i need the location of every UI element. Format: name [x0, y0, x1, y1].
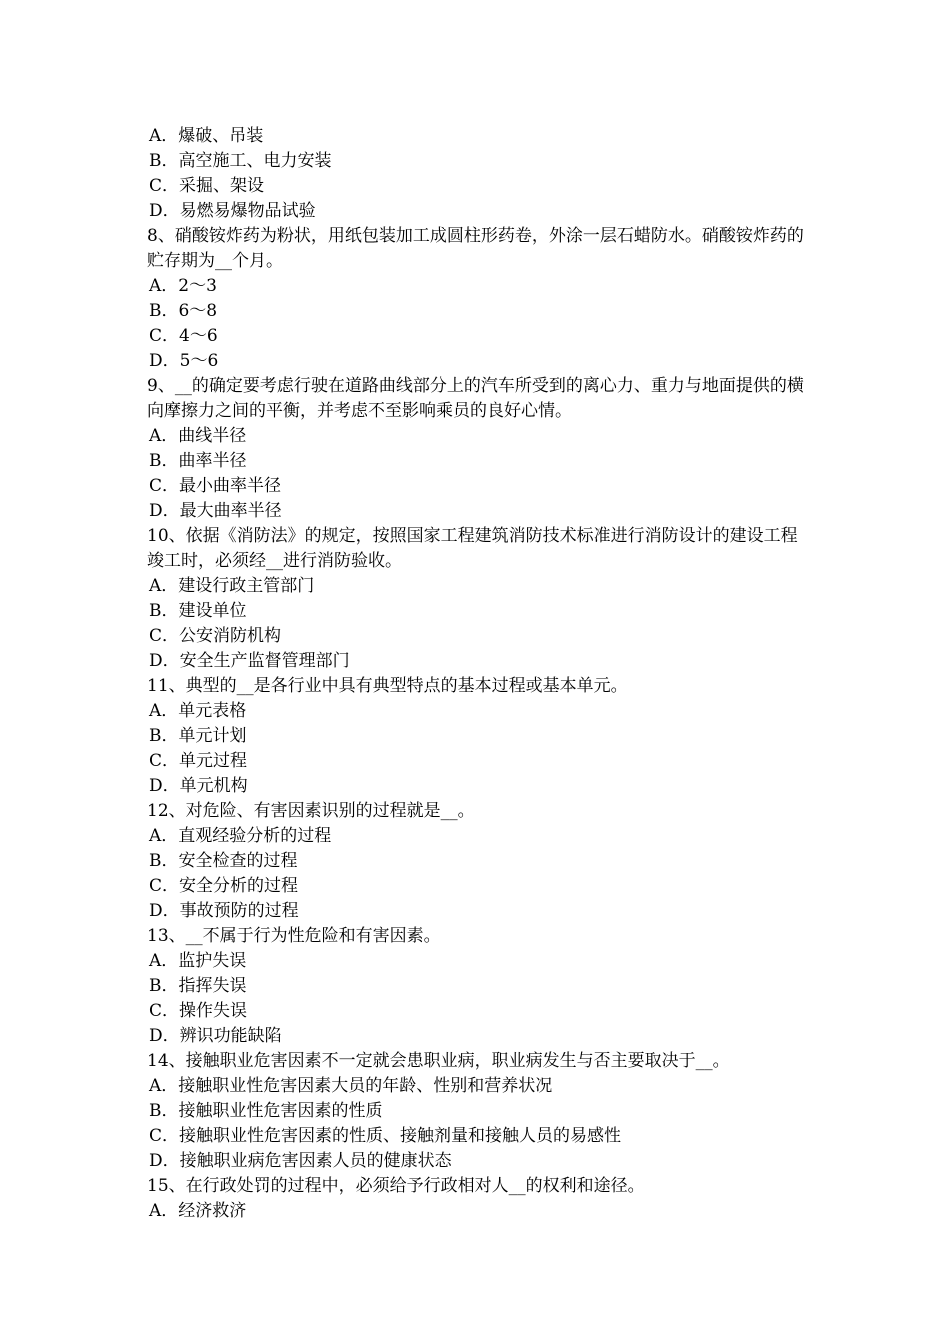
answer-option: A．爆破、吊装	[149, 126, 264, 146]
answer-option: D．最大曲率半径	[149, 501, 282, 521]
question-text: 14、接触职业危害因素不一定就会患职业病，职业病发生与否主要取决于__。	[147, 1051, 730, 1071]
answer-option: A．接触职业性危害因素大员的年龄、性别和营养状况	[149, 1076, 553, 1096]
answer-option: C．最小曲率半径	[149, 476, 282, 496]
answer-option: A．直观经验分析的过程	[149, 826, 332, 846]
answer-option: D．单元机构	[149, 776, 248, 796]
question-text: 12、对危险、有害因素识别的过程就是__。	[147, 801, 475, 821]
question-text: 15、在行政处罚的过程中，必须给予行政相对人__的权利和途径。	[147, 1176, 645, 1196]
answer-option: A．监护失误	[149, 951, 247, 971]
answer-option: C．公安消防机构	[149, 626, 282, 646]
answer-option: C．安全分析的过程	[149, 876, 299, 896]
answer-option: B．曲率半径	[149, 451, 247, 471]
answer-option: A．曲线半径	[149, 426, 247, 446]
answer-option: C．接触职业性危害因素的性质、接触剂量和接触人员的易感性	[149, 1126, 622, 1146]
answer-option: B．高空施工、电力安装	[149, 151, 332, 171]
document-body	[147, 124, 812, 1224]
answer-option: B．6～8	[149, 301, 218, 321]
answer-option: D．易燃易爆物品试验	[149, 201, 316, 221]
answer-option: D．安全生产监督管理部门	[149, 651, 350, 671]
answer-option: D．5～6	[149, 351, 219, 371]
answer-option: C．采掘、架设	[149, 176, 265, 196]
answer-option: C．单元过程	[149, 751, 248, 771]
answer-option: A．建设行政主管部门	[149, 576, 315, 596]
answer-option: B．接触职业性危害因素的性质	[149, 1101, 383, 1121]
answer-option: B．指挥失误	[149, 976, 247, 996]
answer-option: A．经济救济	[149, 1201, 247, 1221]
question-text: 13、__不属于行为性危险和有害因素。	[147, 926, 441, 946]
answer-option: B．安全检查的过程	[149, 851, 298, 871]
answer-option: B．建设单位	[149, 601, 247, 621]
answer-option: D．接触职业病危害因素人员的健康状态	[149, 1151, 452, 1171]
answer-option: D．事故预防的过程	[149, 901, 299, 921]
answer-option: A．2～3	[149, 276, 217, 296]
question-text: 9、__的确定要考虑行驶在道路曲线部分上的汽车所受到的离心力、重力与地面提供的横向摩擦力之间的平衡，并考虑不至影响乘员的良好心情。	[147, 376, 804, 421]
answer-option: D．辨识功能缺陷	[149, 1026, 282, 1046]
question-text: 11、典型的__是各行业中具有典型特点的基本过程或基本单元。	[147, 676, 628, 696]
question-text: 10、依据《消防法》的规定，按照国家工程建筑消防技术标准进行消防设计的建设工程竣工时，必须经__进行消防验收。	[147, 526, 798, 571]
answer-option: C．操作失误	[149, 1001, 248, 1021]
answer-option: A．单元表格	[149, 701, 247, 721]
answer-option: C．4～6	[149, 326, 218, 346]
answer-option: B．单元计划	[149, 726, 247, 746]
question-text: 8、硝酸铵炸药为粉状，用纸包装加工成圆柱形药卷，外涂一层石蜡防水。硝酸铵炸药的贮存期为__个月。	[147, 226, 804, 271]
